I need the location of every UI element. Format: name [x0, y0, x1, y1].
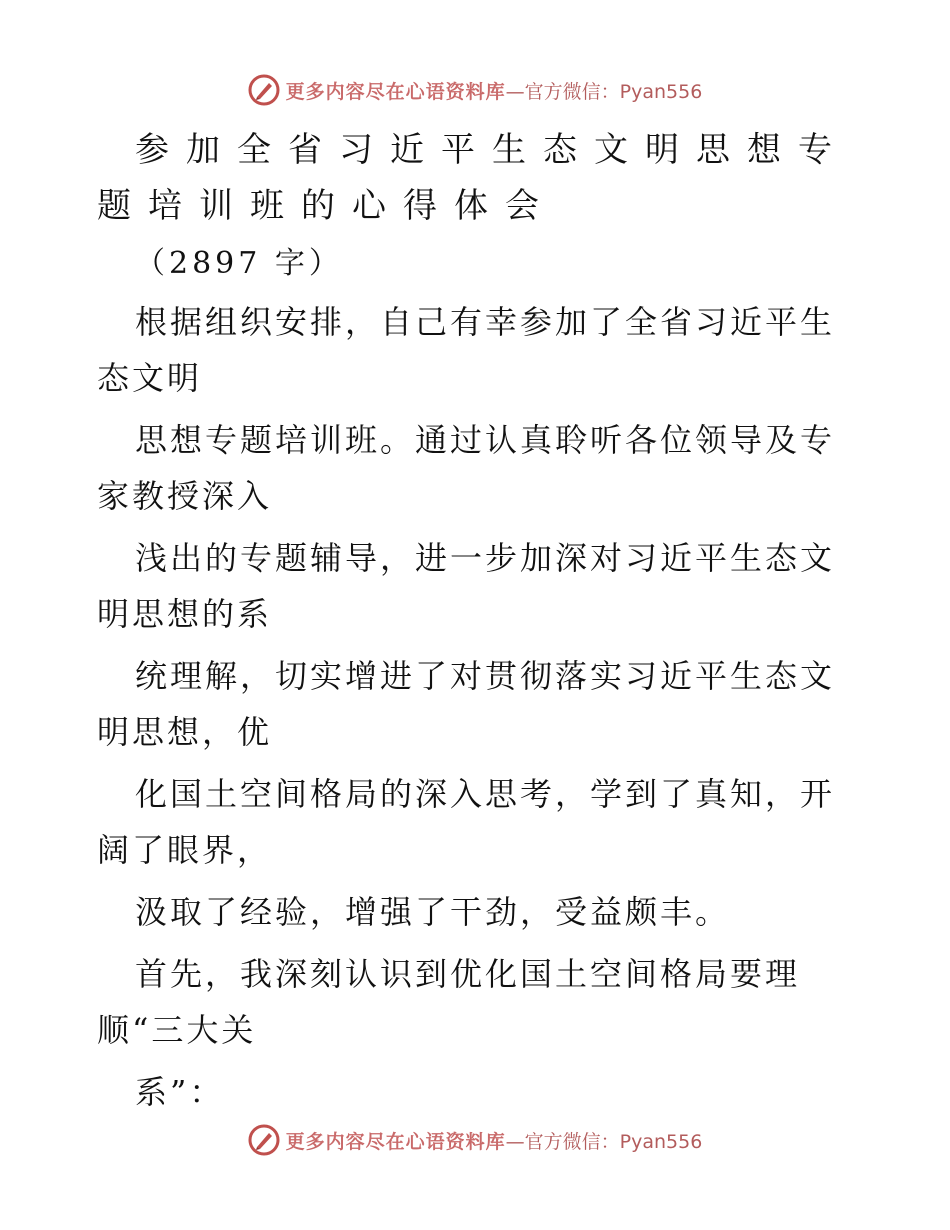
banner-wechat-text: —官方微信：Pyan556 — [505, 1130, 703, 1153]
footer-banner — [0, 1120, 950, 1160]
paragraph: 思想专题培训班。通过认真聆听各位领导及专家教授深入 — [97, 421, 836, 515]
paragraph: 浅出的专题辅导，进一步加深对习近平生态文明思想的系 — [97, 539, 836, 633]
pen-logo-icon — [248, 74, 280, 106]
paragraph: 根据组织安排，自己有幸参加了全省习近平生态文明 — [97, 303, 836, 397]
banner-main-text: 更多内容尽在心语资料库 — [285, 1130, 506, 1153]
paragraph: 化国土空间格局的深入思考，学到了真知，开阔了眼界， — [97, 775, 836, 869]
paragraph: 统理解，切实增进了对贯彻落实习近平生态文明思想，优 — [97, 657, 836, 751]
pen-logo-icon — [248, 1124, 280, 1156]
document-title: 参加全省习近平生态文明思想专题培训班的心得体会 — [97, 130, 849, 226]
paragraph: 系”： — [135, 1073, 225, 1111]
paragraph: 首先，我深刻认识到优化国土空间格局要理顺“三大关 — [97, 955, 801, 1049]
word-count: （2897 字） — [135, 246, 343, 281]
header-banner — [0, 70, 950, 110]
document-body — [97, 122, 857, 1126]
banner-main-text: 更多内容尽在心语资料库 — [285, 80, 506, 103]
paragraph: 汲取了经验，增强了干劲，受益颇丰。 — [135, 893, 731, 931]
banner-wechat-text: —官方微信：Pyan556 — [505, 80, 703, 103]
